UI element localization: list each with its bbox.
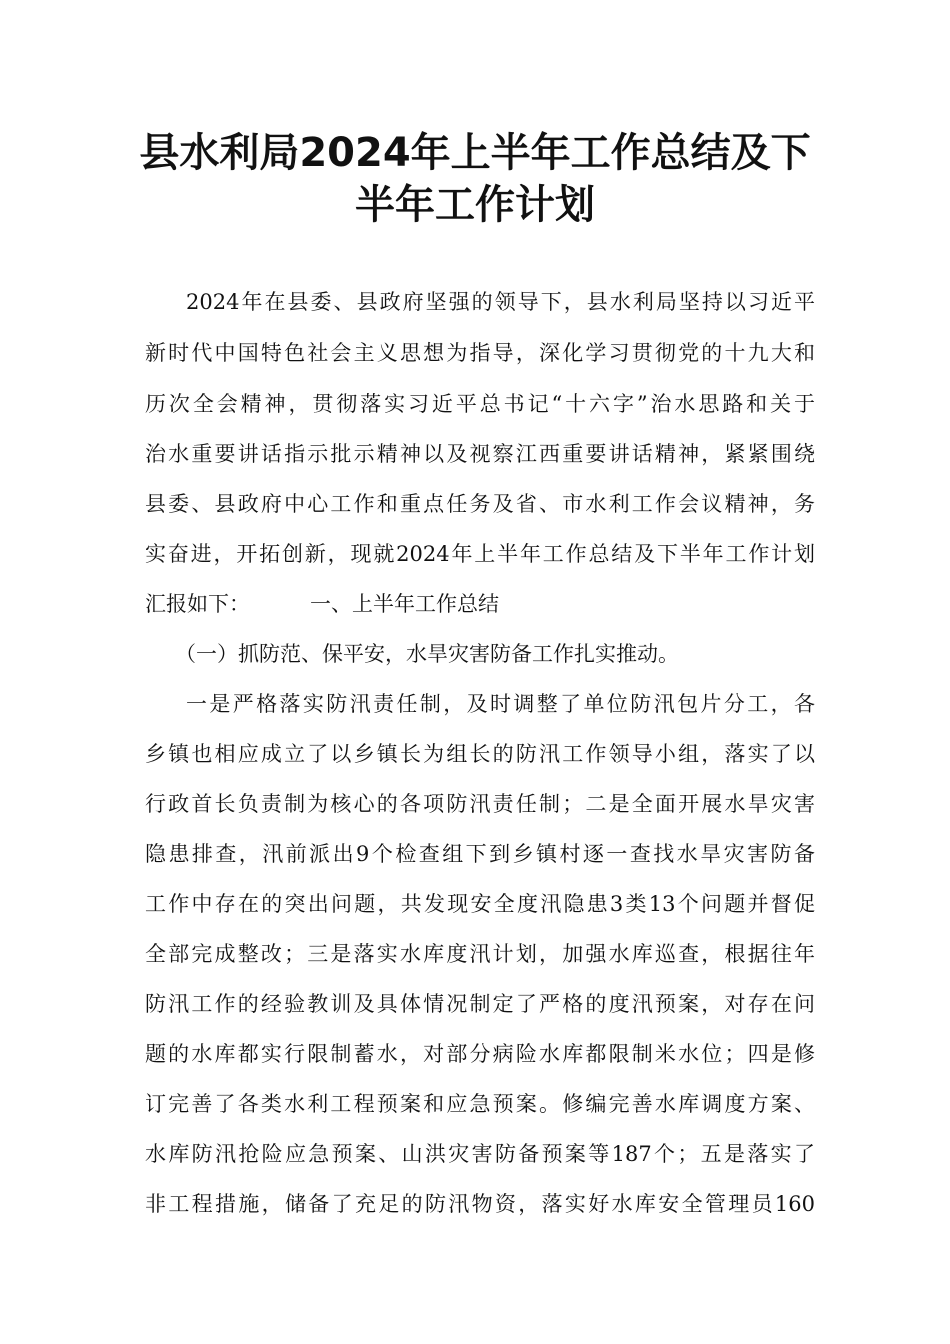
paragraph-line-end: 汇报如下： <box>145 592 250 616</box>
paragraph-line: 题的水库都实行限制蓄水，对部分病险水库都限制米水位；四是修 <box>145 1042 815 1066</box>
paragraph-line: 一是严格落实防汛责任制，及时调整了单位防汛包片分工，各 <box>186 692 815 716</box>
paragraph-line: 隐患排查，汛前派出9个检查组下到乡镇村逐一查找水旱灾害防备 <box>145 842 815 866</box>
paragraph-line: 水库防汛抢险应急预案、山洪灾害防备预案等187个；五是落实了 <box>145 1142 815 1166</box>
paragraph-line: 全部完成整改；三是落实水库度汛计划，加强水库巡查，根据往年 <box>145 942 815 966</box>
paragraph-line: 治水重要讲话指示批示精神以及视察江西重要讲话精神，紧紧围绕 <box>145 442 815 466</box>
paragraph-line: 历次全会精神，贯彻落实习近平总书记“十六字”治水思路和关于 <box>145 392 815 416</box>
paragraph-line: 县委、县政府中心工作和重点任务及省、市水利工作会议精神，务 <box>145 492 815 516</box>
paragraph-line: 新时代中国特色社会主义思想为指导，深化学习贯彻党的十九大和 <box>145 341 815 365</box>
paragraph-line-with-heading <box>145 584 815 624</box>
paragraph-line: 2024年在县委、县政府坚强的领导下，县水利局坚持以习近平 <box>186 290 815 314</box>
paragraph-line: 行政首长负责制为核心的各项防汛责任制；二是全面开展水旱灾害 <box>145 792 815 816</box>
paragraph-line: 乡镇也相应成立了以乡镇长为组长的防汛工作领导小组，落实了以 <box>145 742 815 766</box>
paragraph-line: 订完善了各类水利工程预案和应急预案。修编完善水库调度方案、 <box>145 1092 815 1116</box>
paragraph-line: 防汛工作的经验教训及具体情况制定了严格的度汛预案，对存在问 <box>145 992 815 1016</box>
paragraph-line: 非工程措施，储备了充足的防汛物资，落实好水库安全管理员160 <box>145 1192 815 1216</box>
document-title-line-2: 半年工作计划 <box>355 182 595 228</box>
document-title-line-1: 县水利局2024年上半年工作总结及下 <box>139 130 811 176</box>
subsection-heading: （一）抓防范、保平安，水旱灾害防备工作扎实推动。 <box>175 642 679 666</box>
paragraph-line: 工作中存在的突出问题，共发现安全度汛隐患3类13个问题并督促 <box>145 892 815 916</box>
paragraph-line: 实奋进，开拓创新，现就2024年上半年工作总结及下半年工作计划 <box>145 542 815 566</box>
section-heading: 一、上半年工作总结 <box>310 592 499 616</box>
